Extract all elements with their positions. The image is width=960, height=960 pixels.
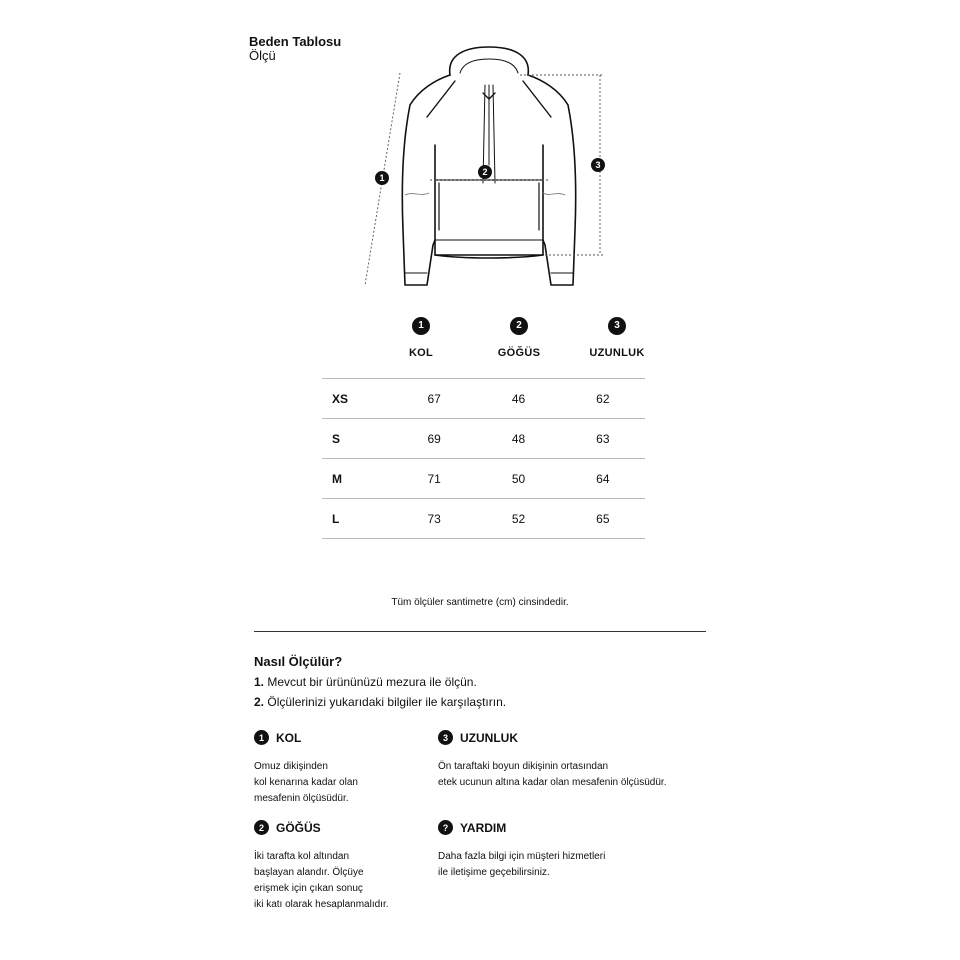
section-line: Ön taraftaki boyun dikişinin ortasından [438,761,609,772]
badge-2-icon: 2 [510,317,528,335]
badge-3-icon: 3 [438,730,453,745]
value-cell: 71 [392,459,476,499]
column-label: UZUNLUK [589,346,645,359]
page-subtitle: Ölçü [249,48,276,63]
badge-2-icon: 2 [254,820,269,835]
section-kol [254,730,434,807]
value-cell: 67 [392,379,476,419]
value-cell: 64 [561,459,645,499]
value-cell: 63 [561,419,645,459]
badge-1-icon: 1 [254,730,269,745]
section-line: iki katı olarak hesaplanmalıdır. [254,899,389,910]
badge-3-icon: 3 [608,317,626,335]
help-icon: ? [438,820,453,835]
section-uzunluk [438,730,708,791]
value-cell: 50 [476,459,560,499]
section-title: GÖĞÜS [276,820,321,835]
section-line: Omuz dikişinden [254,761,328,772]
size-cell: XS [322,379,392,419]
figure-badge-1: 1 [379,173,385,183]
table-row [322,419,645,459]
size-cell: M [322,459,392,499]
column-uzunluk [557,315,677,359]
section-line: Daha fazla bilgi için müşteri hizmetleri [438,851,606,862]
value-cell: 65 [561,499,645,539]
column-label: GÖĞÜS [497,346,541,359]
table-row [322,379,645,419]
section-line: ile iletişime geçebilirsiniz. [438,867,550,878]
value-cell: 73 [392,499,476,539]
section-line: kol kenarına kadar olan [254,777,358,788]
section-title: UZUNLUK [460,730,518,745]
size-table [322,378,645,539]
section-line: başlayan alandır. Ölçüye [254,867,364,878]
section-title: YARDIM [460,820,507,835]
step-2 [254,695,506,709]
section-line: erişmek için çıkan sonuç [254,883,363,894]
figure-badge-3: 3 [595,160,601,170]
section-line: etek ucunun altına kadar olan mesafenin ölçüsüdür. [438,777,667,788]
value-cell: 46 [476,379,560,419]
hoodie-illustration [355,45,625,295]
units-note: Tüm ölçüler santimetre (cm) cinsindedir. [391,597,569,608]
step-text: Mevcut bir ürününüzü mezura ile ölçün. [267,675,477,689]
section-line: mesafenin ölçüsüdür. [254,793,349,804]
table-row [322,459,645,499]
badge-1-icon: 1 [412,317,430,335]
section-line: İki tarafta kol altından [254,851,350,862]
table-row [322,499,645,539]
section-gogus [254,820,434,913]
value-cell: 52 [476,499,560,539]
step-text: Ölçülerinizi yukarıdaki bilgiler ile karşılaştırın. [267,695,507,709]
column-label: KOL [408,346,434,359]
value-cell: 48 [476,419,560,459]
step-number: 2. [254,695,265,709]
section-title: KOL [276,730,302,745]
size-cell: L [322,499,392,539]
figure-badge-2: 2 [482,167,488,177]
size-cell: S [322,419,392,459]
value-cell: 69 [392,419,476,459]
step-number: 1. [254,675,265,689]
page-title: Beden Tablosu [249,34,342,49]
section-yardim [438,820,708,881]
how-to-measure-title: Nasıl Ölçülür? [254,654,343,669]
step-1 [254,675,477,689]
divider [254,631,706,632]
value-cell: 62 [561,379,645,419]
